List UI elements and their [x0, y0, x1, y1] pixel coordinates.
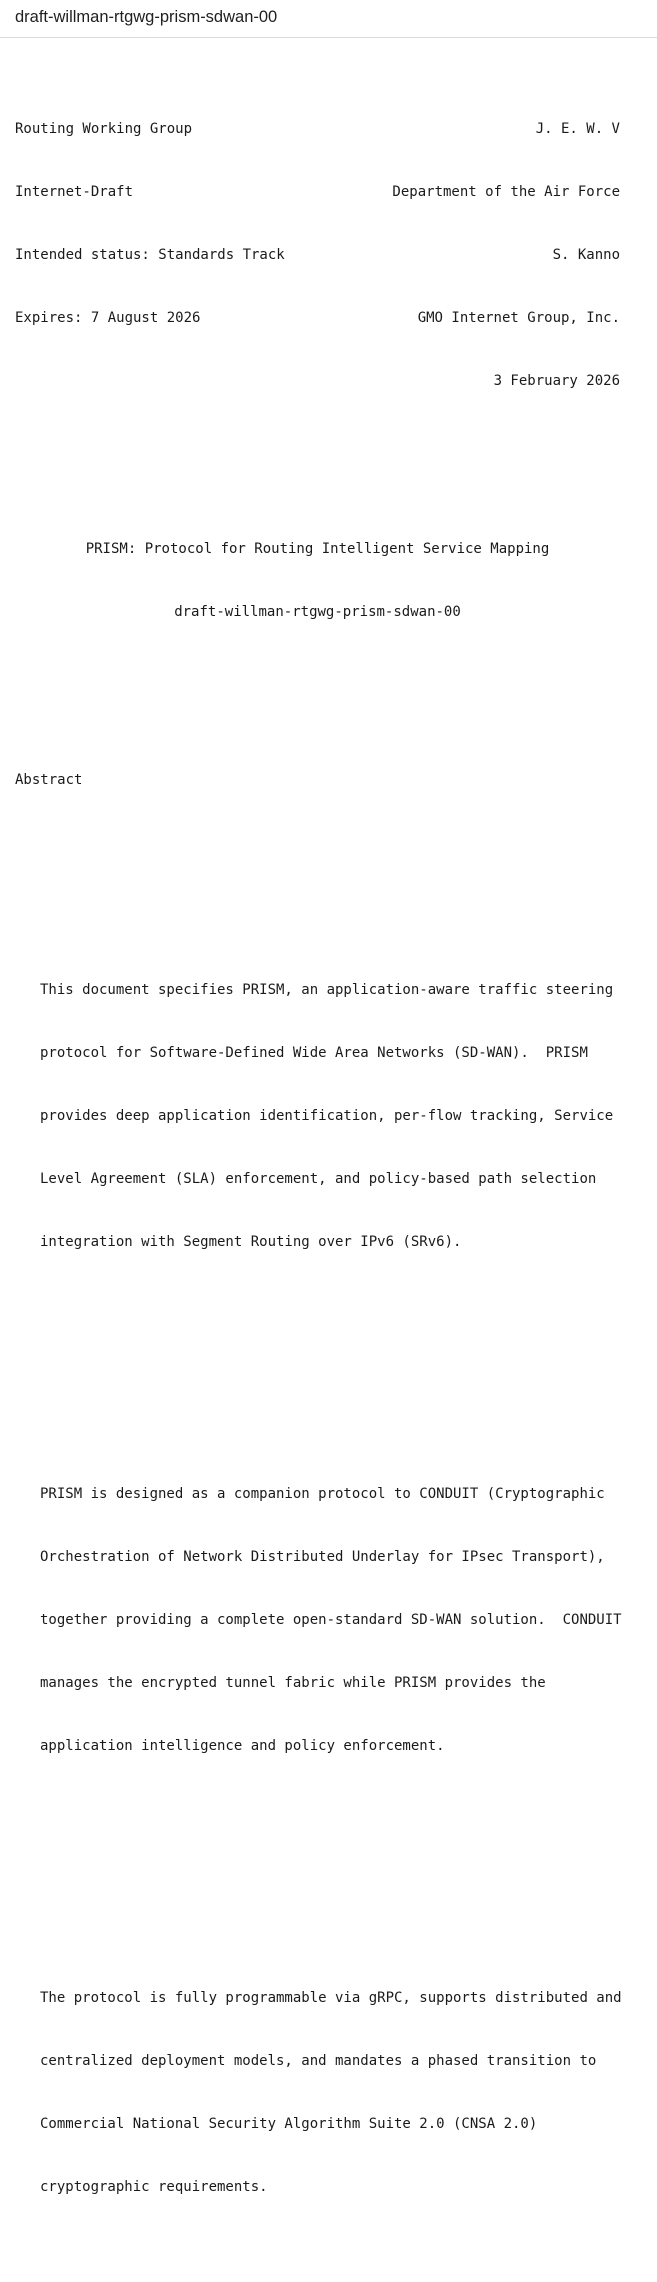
header-row: [15, 371, 620, 392]
header-row: [15, 182, 620, 203]
author-2-affiliation: GMO Internet Group, Inc.: [417, 310, 620, 326]
abstract-heading: Abstract: [15, 772, 83, 788]
paragraph-line: The protocol is fully programmable via gRPC, supports distributed and: [40, 1990, 622, 2006]
intended-status: Intended status: Standards Track: [15, 247, 285, 263]
paragraph-line: protocol for Software-Defined Wide Area Networks (SD-WAN). PRISM: [40, 1045, 588, 1061]
document-name: draft-willman-rtgwg-prism-sdwan-00: [174, 604, 461, 620]
paragraph-line: Commercial National Security Algorithm Suite 2.0 (CNSA 2.0): [40, 2116, 538, 2132]
paragraph-line: PRISM is designed as a companion protocol to CONDUIT (Cryptographic: [40, 1486, 605, 1502]
paragraph-line: cryptographic requirements.: [40, 2179, 268, 2195]
paragraph-line: integration with Segment Routing over IPv6 (SRv6).: [40, 1234, 462, 1250]
paragraph-line: This document specifies PRISM, an application-aware traffic steering: [40, 982, 614, 998]
expiry-date: Expires: 7 August 2026: [15, 310, 201, 326]
working-group: Routing Working Group: [15, 121, 193, 137]
author-1: J. E. W. V: [535, 121, 620, 137]
header-row: [15, 308, 620, 329]
abstract-paragraph-3: [15, 1946, 635, 2240]
header-row: [15, 119, 620, 140]
author-1-affiliation: Department of the Air Force: [392, 184, 620, 200]
document-title: PRISM: Protocol for Routing Intelligent Service Mapping: [85, 541, 550, 557]
paragraph-line: together providing a complete open-standard SD-WAN solution. CONDUIT: [40, 1612, 622, 1628]
document-body: [15, 56, 635, 2282]
paragraph-line: application intelligence and policy enforcement.: [40, 1738, 445, 1754]
paragraph-line: Orchestration of Network Distributed Underlay for IPsec Transport),: [40, 1549, 605, 1565]
author-2: S. Kanno: [552, 247, 620, 263]
publication-date: 3 February 2026: [493, 373, 620, 389]
document-tab-title: draft-willman-rtgwg-prism-sdwan-00: [0, 0, 657, 38]
document-type: Internet-Draft: [15, 184, 134, 200]
abstract-paragraph-1: [15, 938, 635, 1295]
header-row: [15, 245, 620, 266]
paragraph-line: provides deep application identification, per-flow tracking, Service: [40, 1108, 614, 1124]
paragraph-line: centralized deployment models, and mandates a phased transition to: [40, 2053, 597, 2069]
paragraph-line: manages the encrypted tunnel fabric while PRISM provides the: [40, 1675, 546, 1691]
paragraph-line: Level Agreement (SLA) enforcement, and policy-based path selection: [40, 1171, 597, 1187]
abstract-paragraph-2: [15, 1442, 635, 1799]
